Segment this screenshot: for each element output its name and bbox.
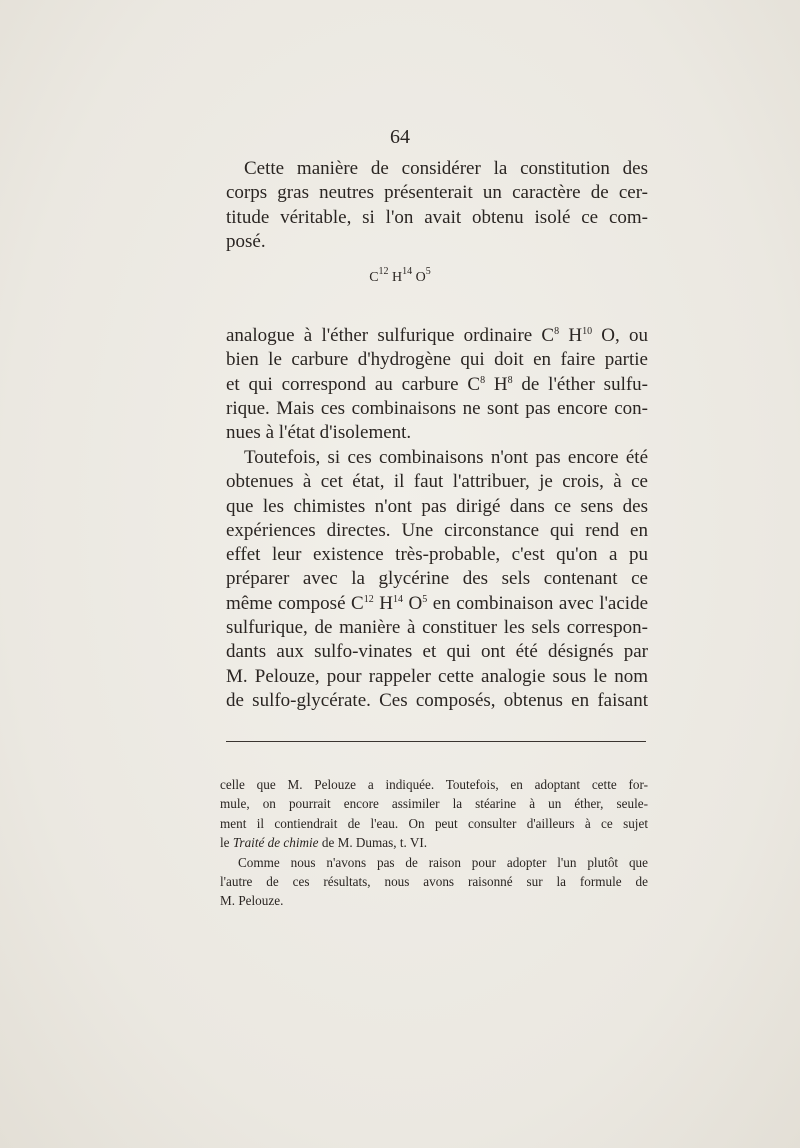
footnote-line: Comme nous n'avons pas de raison pour adopter l'un plutôt que (238, 854, 648, 870)
paragraph-1 (226, 157, 648, 254)
formula-subscript: 12 (378, 266, 389, 277)
text-span: H (485, 373, 508, 395)
chemical-formula (0, 266, 800, 286)
footnote-line: mule, on pourrait encore assimiler la stéarine à un éther, seule- (220, 796, 648, 812)
paragraph-3 (226, 446, 648, 713)
text-span: même composé C (226, 592, 364, 614)
text-line (226, 592, 648, 616)
formula-subscript: 14 (402, 266, 413, 277)
text-line: posé. (226, 230, 266, 252)
text-span: O, ou (592, 325, 648, 346)
text-line: titude véritable, si l'on avait obtenu isolé ce com- (226, 206, 648, 228)
footnote-line: M. Pelouze. (220, 893, 284, 909)
text-line: corps gras neutres présenterait un caractère de cer- (226, 182, 648, 204)
text-line: dants aux sulfo-vinates et qui ont été désignés par (226, 641, 648, 663)
footnote-line: l'autre de ces résultats, nous avons raisonné sur la formule de (220, 874, 648, 890)
formula-subscript: 8 (480, 374, 486, 386)
formula-subscript: 8 (507, 374, 513, 386)
formula-element: O (415, 270, 426, 285)
formula-subscript: 10 (582, 326, 593, 337)
text-span: et qui correspond au carbure C (226, 373, 481, 395)
text-line: obtenues à cet état, il faut l'attribuer, je crois, à ce (226, 471, 648, 493)
text-line: préparer avec la glycérine des sels contenant ce (226, 568, 648, 590)
text-line: M. Pelouze, pour rappeler cette analogie sous le nom (226, 665, 648, 687)
formula-element: H (392, 270, 403, 285)
text-span: de M. Dumas, t. VI. (318, 835, 428, 851)
text-span: H (373, 592, 393, 614)
text-line: rique. Mais ces combinaisons ne sont pas encore con- (226, 397, 648, 419)
text-span: en combinaison avec l'acide (427, 592, 648, 614)
text-line: Toutefois, si ces combinaisons n'ont pas encore été (244, 447, 648, 468)
book-title: Traité de chimie (232, 835, 319, 851)
text-line (226, 324, 648, 348)
formula-element: C (369, 270, 379, 285)
text-span: analogue à l'éther sulfurique ordinaire C (226, 325, 555, 346)
footnote-divider (226, 741, 646, 742)
footnote-line: ment il contiendrait de l'eau. On peut consulter d'ailleurs à ce sujet (220, 815, 648, 831)
text-line: expériences directes. Une circonstance qui rend en (226, 519, 648, 541)
text-line: sulfurique, de manière à constituer les sels correspon- (226, 617, 648, 639)
text-span: H (559, 325, 583, 346)
text-line: que les chimistes n'ont pas dirigé dans ce sens des (226, 495, 648, 517)
formula-subscript: 5 (422, 593, 428, 605)
text-line: Cette manière de considérer la constitution des (244, 158, 648, 179)
footnote-line (220, 833, 648, 852)
paragraph-2 (226, 324, 648, 445)
formula-subscript: 14 (392, 593, 403, 605)
formula-subscript: 5 (425, 266, 431, 277)
page-number: 64 (390, 126, 410, 148)
text-line: de sulfo-glycérate. Ces composés, obtenus en faisant (226, 689, 648, 711)
footnote (220, 775, 648, 911)
text-line: nues à l'état d'isolement. (226, 422, 412, 444)
formula-subscript: 8 (554, 326, 560, 337)
text-line: effet leur existence très-probable, c'est qu'on a pu (226, 544, 648, 566)
text-span: le (220, 835, 233, 851)
text-span: de l'éther sulfu- (512, 373, 648, 395)
text-line (226, 373, 648, 397)
formula-subscript: 12 (363, 593, 374, 605)
text-line: bien le carbure d'hydrogène qui doit en faire partie (226, 349, 648, 371)
text-span: O (402, 592, 423, 614)
footnote-line: celle que M. Pelouze a indiquée. Toutefois, en adoptant cette for- (220, 777, 648, 792)
